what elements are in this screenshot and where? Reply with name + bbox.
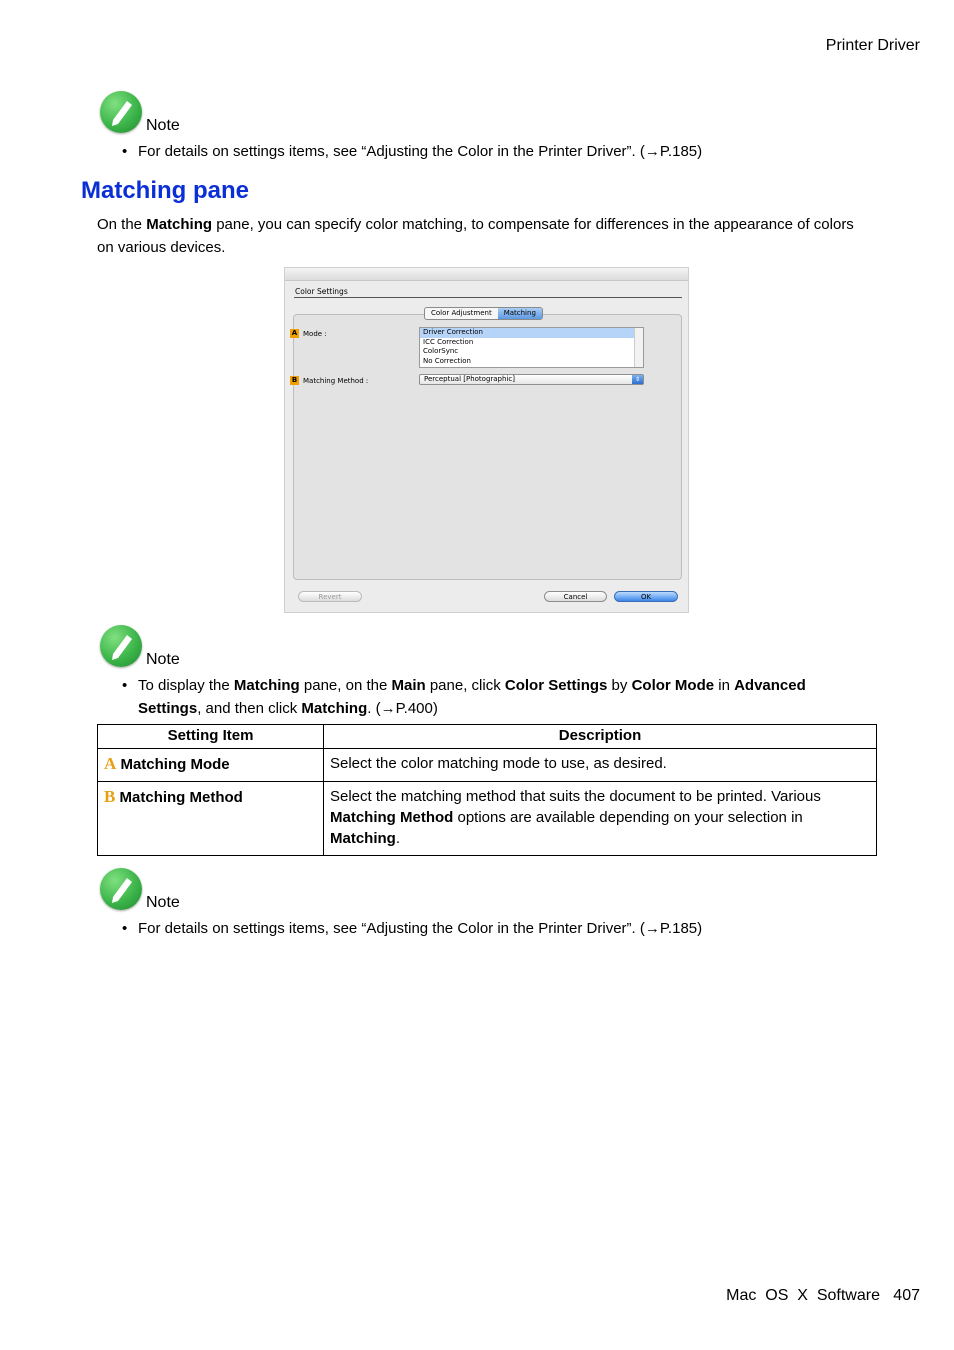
- divider: [294, 297, 682, 298]
- note-pencil-icon: [100, 91, 142, 133]
- revert-button[interactable]: Revert: [298, 591, 362, 602]
- mode-option[interactable]: No Correction: [423, 356, 471, 365]
- setting-item-cell: B Matching Method: [98, 782, 324, 856]
- tab-matching[interactable]: Matching: [498, 308, 542, 319]
- note-3-bullet: • For details on settings items, see “Adjusting the Color in the Printer Driver”. (→P.185): [122, 920, 703, 937]
- matching-method-select[interactable]: Perceptual [Photographic] ⇕: [419, 374, 644, 385]
- section-intro: On the Matching pane, you can specify color matching, to compensate for differences in the appearance of colors on various devices.: [97, 216, 854, 256]
- running-header: Printer Driver: [825, 37, 920, 54]
- color-settings-title: Color Settings: [295, 287, 348, 296]
- note-pencil-icon: [100, 625, 142, 667]
- item-letter-b: B: [104, 787, 116, 806]
- note-pencil-icon: [100, 868, 142, 910]
- column-header: Setting Item: [98, 725, 324, 749]
- updown-arrow-icon: ⇕: [632, 375, 643, 384]
- item-letter-a: A: [104, 754, 117, 773]
- table-row: [98, 782, 877, 856]
- description-cell: Select the color matching mode to use, as desired.: [324, 749, 877, 782]
- tab-color-adjustment[interactable]: Color Adjustment: [431, 309, 492, 317]
- note-block-1: [100, 91, 180, 134]
- note-block-2: [100, 625, 180, 668]
- mode-option[interactable]: ICC Correction: [423, 337, 474, 346]
- page-footer: Mac OS X Software 407: [726, 1287, 920, 1304]
- table-header-row: [98, 725, 877, 749]
- tab-bar: [424, 307, 543, 320]
- note-block-3: [100, 868, 180, 911]
- note-label: Note: [146, 651, 180, 668]
- listbox-scrollbar[interactable]: [634, 328, 643, 367]
- cancel-button[interactable]: Cancel: [544, 591, 607, 602]
- ok-button[interactable]: OK: [614, 591, 678, 602]
- note-1-bullet: • For details on settings items, see “Adjusting the Color in the Printer Driver”. (→P.185): [122, 143, 703, 160]
- settings-table: [97, 724, 877, 856]
- note-2-bullet: • To display the Matching pane, on the Main pane, click Color Settings by Color Mode in Advanced Settings, and then click Matching. (→P.400): [122, 677, 806, 717]
- description-cell: Select the matching method that suits the document to be printed. Various Matching Method options are available depending on your selection in Matching.: [324, 782, 877, 856]
- dialog-topbar: [285, 268, 688, 281]
- note-label: Note: [146, 117, 180, 134]
- mode-option[interactable]: Driver Correction: [420, 328, 643, 338]
- column-header: Description: [324, 725, 877, 749]
- badge-b: B: [291, 376, 298, 384]
- color-settings-dialog-screenshot: [284, 267, 689, 613]
- mode-label: Mode :: [303, 330, 327, 338]
- table-row: [98, 749, 877, 782]
- matching-method-label: Matching Method :: [303, 377, 369, 385]
- mode-listbox[interactable]: [419, 327, 644, 368]
- note-label: Note: [146, 894, 180, 911]
- section-title: Matching pane: [81, 177, 250, 204]
- setting-item-cell: A Matching Mode: [98, 749, 324, 782]
- badge-a: A: [291, 329, 298, 337]
- mode-option[interactable]: ColorSync: [423, 347, 459, 355]
